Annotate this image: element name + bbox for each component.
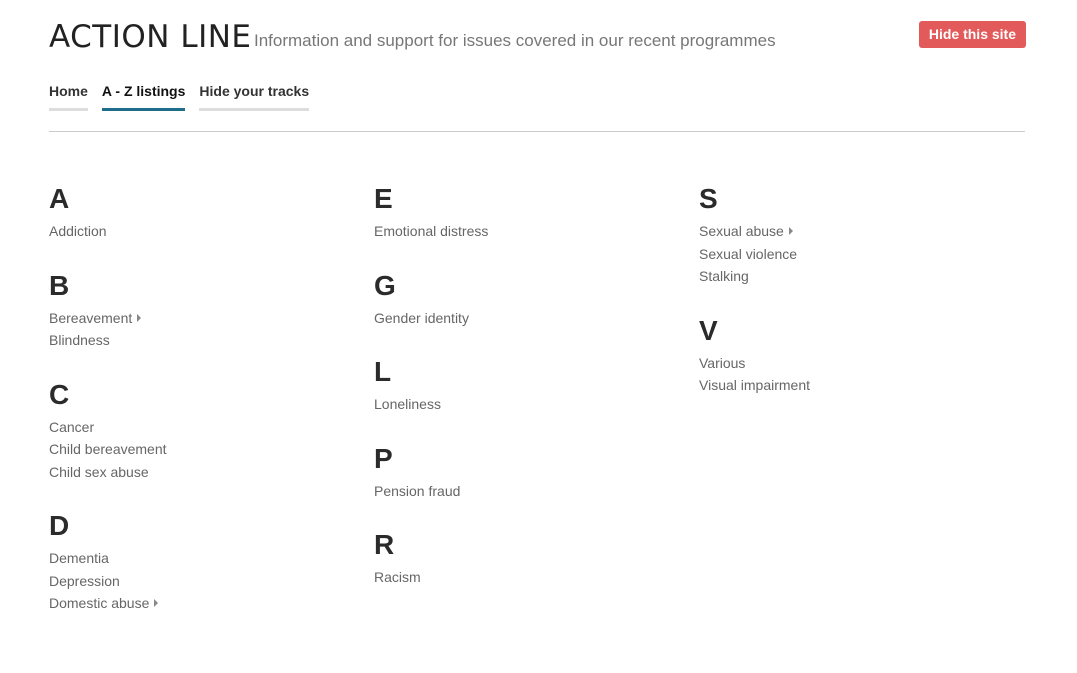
header-divider — [49, 131, 1025, 132]
topic-label: Blindness — [49, 332, 110, 348]
topic-link[interactable] — [699, 352, 1024, 375]
topic-label: Various — [699, 354, 746, 371]
listing-column — [374, 182, 699, 641]
letter-heading: L — [374, 356, 392, 387]
nav-hide-your-tracks[interactable]: Hide your tracks — [199, 83, 309, 111]
topic-label: Depression — [49, 572, 120, 589]
topic-link[interactable] — [49, 307, 374, 330]
topic-link[interactable] — [49, 592, 374, 615]
caret-right-icon — [789, 227, 793, 235]
letter-group — [374, 528, 699, 589]
letter-heading: S — [699, 183, 718, 214]
topic-link[interactable] — [49, 438, 374, 461]
topic-link[interactable] — [374, 480, 699, 503]
topic-label: Gender identity — [374, 309, 469, 326]
letter-group — [374, 182, 699, 243]
listing-column — [699, 182, 1024, 641]
topic-link[interactable] — [49, 416, 374, 439]
topic-label: Racism — [374, 569, 421, 585]
topic-label: Emotional distress — [374, 223, 489, 239]
letter-heading: V — [699, 314, 718, 346]
nav-a-z-listings[interactable]: A - Z listings — [102, 83, 185, 111]
site-logo[interactable]: ACTION LINE — [49, 19, 252, 55]
topic-label: Sexual violence — [699, 245, 798, 262]
letter-group — [49, 509, 374, 615]
topic-link[interactable] — [374, 220, 699, 243]
letter-heading: C — [49, 378, 70, 410]
letter-group — [699, 182, 1024, 288]
topic-link[interactable] — [374, 307, 699, 330]
letter-heading: E — [374, 183, 393, 214]
letter-heading: P — [374, 442, 393, 474]
topic-label: Loneliness — [374, 396, 441, 412]
topic-link[interactable] — [49, 220, 374, 243]
topic-label: Cancer — [49, 418, 95, 435]
topic-link[interactable] — [49, 329, 374, 352]
caret-right-icon — [137, 314, 141, 322]
topic-label: Bereavement — [49, 309, 133, 326]
letter-heading: A — [49, 183, 70, 214]
topic-link[interactable] — [699, 374, 1024, 397]
topic-link[interactable] — [699, 243, 1024, 266]
topic-label: Child bereavement — [49, 441, 167, 457]
topic-link[interactable] — [699, 265, 1024, 288]
topic-label: Sexual abuse — [699, 223, 784, 239]
letter-group — [49, 182, 374, 243]
topic-label: Pension fraud — [374, 482, 461, 499]
topic-link[interactable] — [374, 393, 699, 416]
letter-group — [374, 355, 699, 416]
letter-group — [374, 269, 699, 330]
main-nav — [49, 83, 309, 111]
topic-link[interactable] — [49, 570, 374, 593]
topic-label: Dementia — [49, 550, 109, 566]
topic-link[interactable] — [49, 547, 374, 570]
topic-label: Visual impairment — [699, 377, 811, 393]
letter-group — [374, 442, 699, 503]
topic-label: Addiction — [49, 223, 107, 239]
letter-heading: B — [49, 269, 70, 301]
topic-label: Child sex abuse — [49, 463, 149, 480]
topic-link[interactable] — [49, 461, 374, 484]
hide-this-site-button[interactable]: Hide this site — [919, 21, 1026, 48]
letter-heading: G — [374, 269, 396, 301]
topic-label: Domestic abuse — [49, 595, 150, 611]
header — [49, 18, 1026, 58]
nav-home[interactable]: Home — [49, 83, 88, 111]
a-z-listing — [49, 182, 1024, 641]
letter-heading: D — [49, 510, 70, 541]
letter-group — [49, 269, 374, 352]
topic-label: Stalking — [699, 268, 749, 284]
site-tagline: Information and support for issues covered in our recent programmes — [254, 31, 776, 50]
topic-link[interactable] — [699, 220, 1024, 243]
letter-group — [699, 314, 1024, 397]
caret-right-icon — [154, 599, 158, 607]
topic-link[interactable] — [374, 566, 699, 589]
listing-column — [49, 182, 374, 641]
letter-heading: R — [374, 529, 395, 560]
letter-group — [49, 378, 374, 484]
